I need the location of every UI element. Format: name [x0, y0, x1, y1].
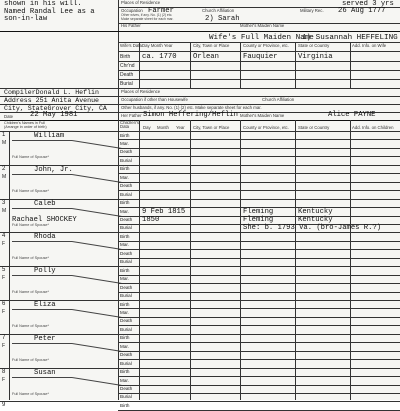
child-event-label: Death — [120, 183, 133, 189]
wife-col-add-info: Add. Info. on Wife — [352, 43, 387, 48]
child-event-label: Birth — [120, 166, 130, 172]
child-row-line — [118, 308, 400, 309]
her-mothers-maiden-name: Alice PAYNE — [328, 111, 376, 119]
child-row-line — [118, 325, 400, 326]
header-divider — [118, 0, 119, 120]
her-mothers-maiden-name-label: Mother's Maiden Name — [240, 113, 285, 118]
military-rec-label: Military Rec. — [300, 8, 324, 13]
child-sex: F — [2, 309, 6, 315]
child-spouse-label: Full Name of Spouse* — [12, 391, 49, 396]
child-event-label: Death — [120, 318, 133, 324]
child-number: 5 — [2, 267, 6, 274]
note-line-1: shown in his will. — [4, 0, 82, 8]
child-event-label: Burial — [120, 326, 132, 332]
child-row-line — [0, 334, 400, 335]
occupation-value: Farmer — [148, 7, 174, 15]
child-spouse-label: Full Name of Spouse* — [12, 290, 49, 295]
child-spouse-label: Full Name of Spouse* — [12, 324, 49, 328]
child-event-label: Birth — [120, 402, 130, 408]
child-row-line — [118, 376, 400, 377]
child-event-label: Birth — [120, 233, 130, 239]
child-row-line — [118, 342, 400, 343]
child-row-line — [118, 359, 400, 360]
child-event-label: Burial — [120, 259, 132, 265]
wife-full-maiden-name-label: Wife's Full Maiden Name — [209, 34, 314, 42]
child-event-label: Mar. — [120, 343, 129, 349]
wife-places-of-residence-label: Places of Residence — [121, 89, 161, 94]
child-event-note: She: b. 1793 Va. (bro-James R.?) — [243, 224, 382, 233]
wife-birth-label: Birth — [120, 54, 131, 60]
child-event-label: Death — [120, 217, 133, 222]
child-event-label: Mar. — [120, 208, 129, 214]
compiler-city-line: City, StateGrover City, CA — [4, 105, 107, 112]
wife-burial-label: Burial — [120, 81, 133, 87]
child-name-divider — [12, 309, 72, 310]
children-col-day: Day — [143, 125, 151, 130]
wife-chrnd-label: Chr'nd — [120, 63, 135, 69]
child-event-label: Death — [120, 149, 133, 155]
other-wife-value: 2) Sarah — [205, 15, 240, 23]
wife-birth-state: Virginia — [298, 53, 333, 61]
child-name: Eliza — [34, 301, 56, 309]
child-spouse-label: Full Name of Spouse* — [12, 188, 49, 193]
child-number: 3 — [2, 199, 6, 206]
child-event-state: Kentucky — [298, 216, 333, 224]
child-event-label: Death — [120, 386, 133, 391]
child-name: William — [34, 132, 65, 140]
child-number: 9 — [2, 402, 6, 409]
child-spouse-label: Full Name of Spouse* — [12, 222, 49, 227]
child-event-label: Birth — [120, 369, 130, 375]
child-sex: F — [2, 275, 6, 282]
child-event-label: Burial — [120, 191, 132, 197]
child-number: 7 — [2, 334, 6, 341]
wife-church-affiliation-label: Church Affiliation — [262, 97, 295, 102]
child-name-divider — [12, 377, 72, 378]
child-event-label: Mar. — [120, 309, 129, 315]
child-name-divider — [12, 343, 72, 344]
note-line-2: Named Randal Lee as a — [4, 8, 95, 16]
children-header-left: Children's Names in Full (Arrange in order of birth) — [4, 121, 47, 130]
occupation-label: Occupation — [121, 8, 143, 13]
child-name: Rhoda — [34, 233, 56, 242]
compiler-date: 22 May 1981 — [30, 111, 78, 119]
child-event-label: Burial — [120, 225, 132, 231]
children-col-state: State or Country — [298, 125, 330, 130]
child-sex: M — [2, 140, 7, 146]
children-col-add-info: Add. Info. on Children — [352, 125, 394, 130]
military-rec-value: 26 Aug 1777 — [338, 7, 386, 15]
note-line-3: son-in-law — [4, 15, 48, 23]
child-event-label: Mar. — [120, 377, 129, 383]
child-spouse-label: Full Name of Spouse* — [12, 155, 49, 159]
child-sex: F — [2, 241, 6, 248]
child-event-date: 1850 — [142, 216, 160, 224]
children-col-month: Month — [157, 125, 169, 130]
child-event-label: Birth — [120, 301, 130, 307]
child-number: 2 — [2, 165, 6, 172]
child-event-label: Birth — [120, 132, 130, 138]
child-row-line — [0, 232, 400, 233]
child-spouse-label: Full Name of Spouse* — [12, 357, 49, 362]
children-col-county: County or Province, etc. — [243, 125, 289, 130]
child-row-line — [118, 283, 400, 284]
child-event-label: Mar. — [120, 174, 129, 180]
child-number: 1 — [2, 132, 6, 138]
child-row-line — [0, 368, 400, 369]
child-row-line — [118, 258, 400, 259]
child-event-label: Burial — [120, 394, 132, 400]
child-event-label: Death — [120, 352, 133, 358]
her-father-label: Her Father — [121, 113, 142, 118]
child-name: John, Jr. — [34, 165, 73, 174]
places-of-residence-label: Places of Residence — [121, 0, 161, 5]
child-name-divider — [12, 241, 72, 242]
child-event-label: Mar. — [120, 276, 129, 282]
child-row-line — [0, 300, 400, 301]
compiler-line: CompilerDonald L. Heflin — [4, 89, 99, 96]
child-row-line — [118, 385, 400, 386]
child-number: 8 — [2, 368, 6, 375]
child-sex: F — [2, 342, 6, 349]
wife-col-wifes-data: Wife's Data — [120, 43, 142, 48]
child-row-line — [118, 182, 400, 183]
compiler-date-label: Date — [4, 114, 14, 119]
child-row-line — [0, 401, 400, 402]
child-name-divider-slant — [72, 208, 122, 217]
child-row-line — [118, 292, 400, 293]
wife-birth-town: Orlean — [193, 53, 219, 61]
child-row-line — [118, 173, 400, 174]
child-row-line — [118, 241, 400, 242]
child-event-label: Birth — [120, 200, 130, 206]
child-row-line — [118, 393, 400, 394]
child-event-label: Death — [120, 284, 133, 290]
child-row-line — [0, 266, 400, 267]
wife-birth-date: ca. 1770 — [142, 53, 177, 61]
child-name: Peter — [34, 334, 56, 343]
child-name-divider-slant — [72, 140, 122, 149]
child-event-date: 9 Feb 1815 — [142, 207, 186, 216]
wife-col-city-town: City, Town or Place — [193, 43, 230, 48]
child-name-divider-slant — [72, 343, 122, 352]
her-father-value: Simon Heffering/Heflin — [143, 111, 238, 119]
child-spouse-name: Rachael SHOCKEY — [12, 215, 77, 224]
child-event-label: Burial — [120, 360, 132, 366]
child-number: 6 — [2, 301, 6, 307]
compiler-address-line: Address 251 Anita Avenue — [4, 97, 99, 104]
child-event-label: Birth — [120, 335, 130, 341]
child-name-divider-slant — [72, 241, 122, 250]
child-name-divider-slant — [72, 174, 122, 183]
child-event-label: Burial — [120, 157, 132, 163]
child-name-divider-slant — [72, 309, 122, 318]
wife-other-husbands-label: Other husbands, if any. No. (1) (2) etc. Make separate sheet for each mar. — [121, 105, 262, 110]
child-row-line — [118, 190, 400, 191]
child-event-label: Birth — [120, 267, 130, 273]
child-event-county: Fleming — [243, 207, 274, 216]
child-event-label: Mar. — [120, 140, 129, 146]
child-event-state: Kentucky — [298, 207, 333, 216]
child-name-divider-slant — [72, 377, 122, 386]
child-spouse-label: Full Name of Spouse* — [12, 256, 49, 261]
child-row-line — [118, 139, 400, 140]
his-father-label: His Father — [121, 23, 141, 28]
wife-birth-county: Fauquier — [243, 53, 278, 61]
wife-occupation-label: Occupation if other than Housewife — [121, 97, 188, 102]
wife-death-label: Death — [120, 72, 134, 78]
children-col-city: City, Town or Place — [193, 125, 230, 130]
child-name: Susan — [34, 368, 56, 377]
child-row-line — [0, 199, 400, 200]
child-row-line — [118, 275, 400, 276]
child-event-label: Burial — [120, 293, 132, 299]
church-affiliation-label: Church Affiliation — [202, 8, 235, 13]
child-name-divider-slant — [72, 275, 122, 284]
child-event-label: Mar. — [120, 242, 129, 248]
wife-col-day-month-year: Day Month Year — [142, 43, 173, 48]
child-event-county: Fleming — [243, 216, 274, 224]
children-header-data: Children's Data — [120, 120, 139, 130]
child-sex: M — [2, 207, 7, 214]
child-row-line — [118, 317, 400, 318]
wife-col-state: State or Country — [298, 43, 330, 48]
child-name-divider — [12, 208, 72, 209]
child-sex: M — [2, 173, 7, 180]
child-name: Caleb — [34, 199, 56, 208]
wife-full-maiden-name: 1) Susannah HEFFELING — [302, 34, 398, 42]
children-col-year: Year — [176, 125, 185, 130]
wife-col-county: County or Province, etc. — [243, 43, 289, 48]
other-wives-label: Other wives, if any. No. (1) (2) etc. Make separate sheet for each mar. — [121, 13, 174, 21]
child-name-divider — [12, 174, 72, 175]
child-row-line — [118, 156, 400, 157]
child-name: Polly — [34, 267, 56, 276]
child-name-divider — [12, 275, 72, 276]
child-name-divider — [12, 140, 72, 141]
child-row-line — [118, 148, 400, 149]
served-note: served 3 yrs — [342, 0, 394, 8]
child-sex: F — [2, 376, 6, 383]
child-row-line — [118, 351, 400, 352]
child-row-line — [118, 249, 400, 250]
child-event-label: Death — [120, 250, 133, 256]
mothers-maiden-name-label: Mother's Maiden Name — [240, 23, 285, 28]
child-number: 4 — [2, 233, 6, 240]
